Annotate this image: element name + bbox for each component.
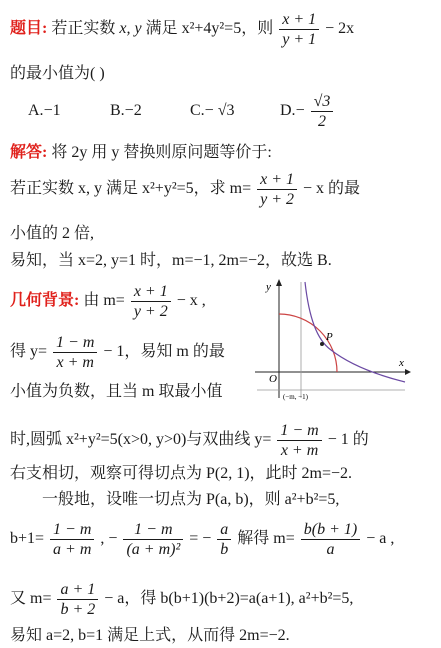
option-a: A.−1 xyxy=(28,102,61,119)
x-axis-arrow-icon xyxy=(405,369,411,375)
geometry-label: 几何背景: xyxy=(10,292,80,310)
answer-line-1: 解答: 将 2y 用 y 替换则原问题等价于: xyxy=(10,144,272,161)
geometry-fraction-1: $\frac{x + 1}{y + 2}$ xyxy=(131,282,171,321)
tangent-graph xyxy=(255,278,415,402)
point-p-label: P xyxy=(326,331,333,343)
question-line-1 xyxy=(10,10,354,49)
geometry-line-1: 几何背景: 由 m= $\frac{x + 1}{y + 2}$ − x , xyxy=(10,283,206,320)
circle-arc xyxy=(279,314,337,372)
option-b: B.−2 xyxy=(110,102,142,119)
geometry-line-6: 一般地，设唯一切点为 P(a, b)，则 a²+b²=5, xyxy=(42,491,340,508)
geometry-line-9: 易知 a=2, b=1 满足上式，从而得 2m=−2. xyxy=(10,627,290,644)
asymptote-point-label: (−m, −1) xyxy=(283,393,309,401)
answer-line-3: 小值的 2 倍, xyxy=(10,225,95,242)
answer-label: 解答: xyxy=(10,144,48,161)
question-text: 若正实数 xyxy=(51,20,116,38)
y-axis-arrow-icon xyxy=(276,279,282,286)
option-d: D.− $\frac{√3}{2}$ xyxy=(280,92,335,131)
answer-fraction: $\frac{x + 1}{y + 2}$ xyxy=(257,170,297,209)
geometry-fraction-2: $\frac{1 - m}{x + m}$ xyxy=(53,333,97,372)
geometry-line-4: 时,圆弧 x²+y²=5(x>0, y>0)与双曲线 y= $\frac{1 - m}{x + m}$ − 1 的 xyxy=(10,422,369,459)
question-fraction: $\frac{x + 1}{y + 1}$ xyxy=(279,10,319,49)
x-axis-label: x xyxy=(399,357,404,369)
question-line-2: 的最小值为( ) xyxy=(10,65,105,82)
question-vars: x, y xyxy=(119,20,142,38)
tangent-point-p xyxy=(320,342,324,346)
option-d-fraction: $\frac{√3}{2}$ xyxy=(311,92,334,131)
question-label: 题目: xyxy=(10,20,48,38)
question-condition: 满足 x²+4y²=5，则 xyxy=(145,20,274,38)
question-tail: − 2x xyxy=(325,20,355,38)
geometry-line-3: 小值为负数，且当 m 取最小值 xyxy=(10,383,223,400)
geometry-line-2: 得 y= $\frac{1 - m}{x + m}$ − 1，易知 m 的最 xyxy=(10,334,225,371)
answer-line-4: 易知，当 x=2, y=1 时，m=−1, 2m=−2，故选 B. xyxy=(10,252,332,269)
geometry-line-7: b+1= $\frac{1 - m}{a + m}$ , − $\frac{1 - m}{\text{(a + m)²}}$ = − $\frac{a}{b}$ 解得 m= $\frac{b(b + 1)}{a}$ − a , xyxy=(10,521,395,558)
geometry-line-5: 右支相切，观察可得切点为 P(2, 1)，此时 2m=−2. xyxy=(10,465,353,482)
geometry-line-8: 又 m= $\frac{a + 1}{b + 2}$ − a，得 b(b+1)(b+2)=a(a+1), a²+b²=5, xyxy=(10,581,354,618)
geometry-fraction-3: $\frac{1 - m}{x + m}$ xyxy=(277,421,321,460)
hyperbola-curve xyxy=(305,282,405,382)
origin-label: O xyxy=(269,373,277,385)
option-c: C.− √3 xyxy=(190,102,235,119)
y-axis-label: y xyxy=(266,281,271,293)
answer-line-2: 若正实数 x, y 满足 x²+y²=5，求 m= $\frac{x + 1}{y + 2}$ − x 的最 xyxy=(10,171,361,208)
